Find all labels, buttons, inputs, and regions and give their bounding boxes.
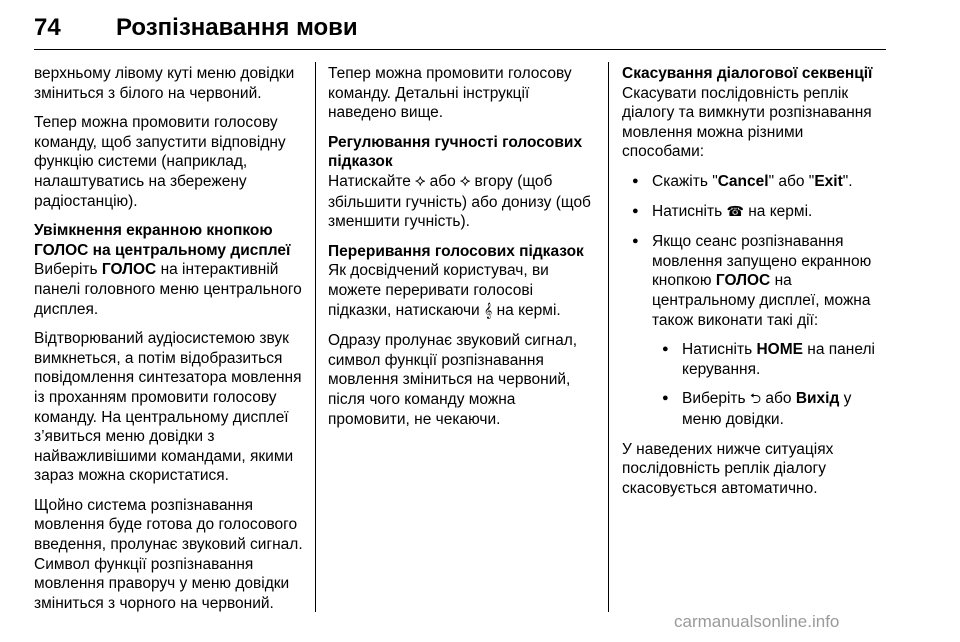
paragraph: Відтворюваний аудіосистемою звук вимкнеться, а потім відобразиться повідомлення синтезатора мовлення із проханням промовити голосову команду. На центральному дисплеї з’явиться меню довідки з найважливішими командами, якими зараз можна скористатися. [34,330,302,485]
watermark: carmanualsonline.info [674,612,840,631]
voice-control-icon: 𝄞 [484,302,493,319]
column-3 [622,64,886,508]
paragraph: У наведених нижче ситуаціях послідовність реплік діалогу скасовується автоматично. [622,440,834,497]
page-header [34,10,886,50]
section-heading: Регулювання гучності голосових підказок [328,133,583,171]
page-title: Розпізнавання мови [116,14,358,41]
section-heading: Скасування діалогової секвенції [622,65,873,82]
list-item: ● Натисніть ☎ на кермі. [622,202,886,223]
inline-bold: ГОЛОС [101,261,157,279]
sub-bullet-list [652,340,886,429]
volume-up-icon: ⯎ [415,173,426,190]
paragraph: Тепер можна промовити голосову команду. Детальні інструкції наведено вище. [328,65,572,122]
back-arrow-icon: ⮌ [749,391,762,408]
paragraph: Одразу пролунає звуковий сигнал, символ функції розпізнавання мовлення зміниться на червоний, після чого команду можна промовити, не чекаючи. [328,332,578,428]
page-number: 74 [34,14,61,41]
list-item: ● Якщо сеанс розпізнавання мовлення запущено екранною кнопкою ГОЛОС на центральному дисплеї, можна також виконати такі дії: ● Натисніть HOME на панелі керування. ● Виберіть ⮌ або Вихід у меню довідки. [622,232,886,429]
column-divider-2 [608,62,609,612]
column-2 [328,64,592,439]
paragraph: Як досвідчений користувач, ви можете переривати голосові підказки, натискаючи 𝄞 на кермі. [328,261,592,321]
phone-hangup-icon: ☎ [726,203,744,220]
section-heading: Переривання голосових підказок [328,242,584,260]
volume-down-icon: ⯎ [460,173,471,190]
paragraph: верхньому лівому куті меню довідки зміниться з білого на червоний. [34,65,295,102]
section-heading: Увімкнення екранною кнопкою ГОЛОС на центральному дисплеї [34,222,291,259]
bullet-list [622,172,886,430]
column-divider-1 [315,62,316,612]
list-item: ● Виберіть ⮌ або Вихід у меню довідки. [652,389,886,429]
paragraph: Виберіть ГОЛОС на інтерактивній панелі головного меню центрального дисплея. [34,261,302,318]
paragraph: Натискайте ⯎ або ⯎ вгору (щоб збільшити гучність) або донизу (щоб зменшити гучність). [328,172,591,231]
header-divider [34,49,886,50]
column-1 [34,64,306,623]
paragraph: Тепер можна промовити голосову команду, щоб запустити відповідну функцію системи (наприклад, налаштуватись на збережену радіостанцію). [34,114,286,210]
list-item: ● Скажіть "Cancel" або "Exit". [622,172,886,192]
paragraph: Скасувати послідовність реплік діалогу та вимкнути розпізнавання мовлення можна різними способами: [622,84,872,161]
list-item: ● Натисніть HOME на панелі керування. [652,340,886,379]
paragraph: Щойно система розпізнавання мовлення буде готова до голосового введення, пролунає звуковий сигнал. Символ функції розпізнавання мовлення праворуч у меню довідки зміниться з чорного на червоний. [34,496,303,612]
